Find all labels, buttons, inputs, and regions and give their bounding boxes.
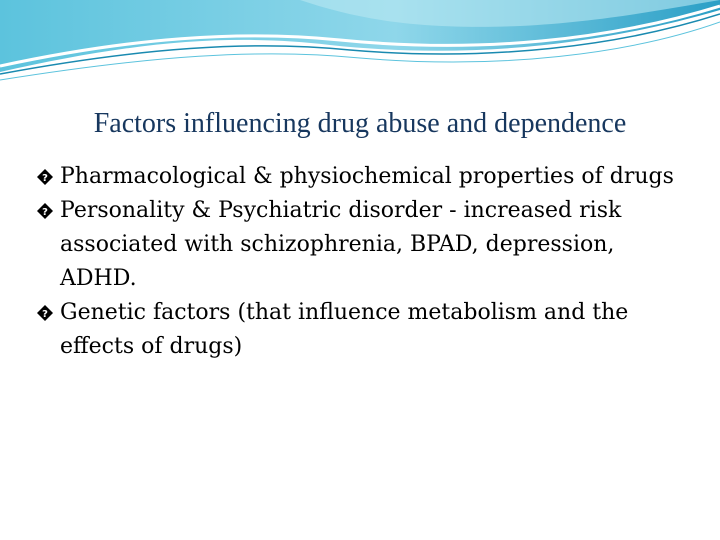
- svg-text:?: ?: [42, 309, 48, 320]
- bullet-text: Pharmacological & physiochemical properties of drugs: [60, 164, 674, 189]
- missing-glyph-icon: [36, 304, 54, 322]
- bullet-list: [36, 160, 676, 364]
- bullet-text: Genetic factors (that influence metabolism and the effects of drugs): [60, 300, 629, 359]
- bullet-text: Personality & Psychiatric disorder - increased risk associated with schizophrenia, BPAD, depression, ADHD.: [60, 198, 622, 291]
- bullet-item: [36, 194, 676, 296]
- slide-title: Factors influencing drug abuse and dependence: [93, 108, 627, 139]
- bullet-item: [36, 160, 676, 194]
- svg-text:?: ?: [42, 173, 48, 184]
- bullet-item: [36, 296, 676, 364]
- header-wave-decoration: [0, 0, 720, 90]
- svg-text:?: ?: [42, 207, 48, 218]
- missing-glyph-icon: [36, 168, 54, 186]
- missing-glyph-icon: [36, 202, 54, 220]
